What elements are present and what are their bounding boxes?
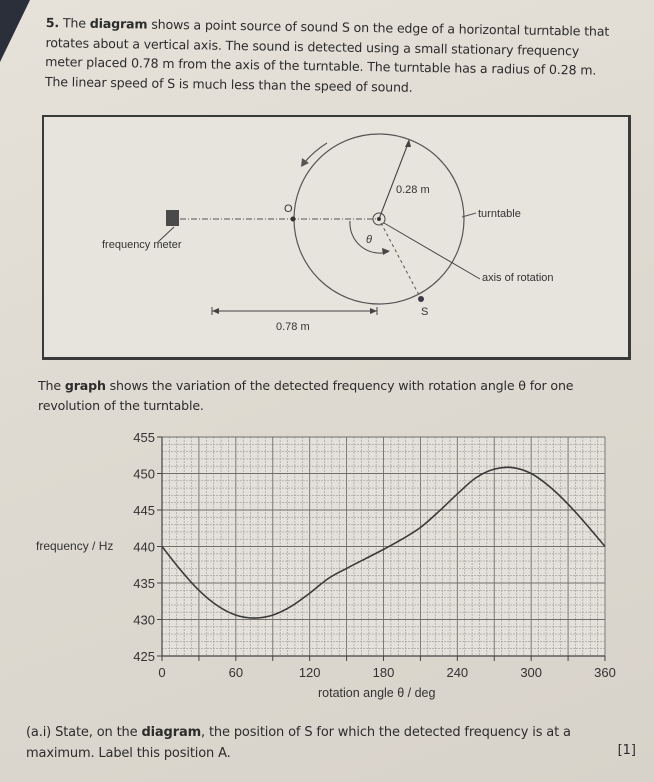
frequency-chart [0,420,654,720]
point-o-label: O [284,203,293,215]
graph-intro-text: shows the variation of the detected frequency with rotation angle θ for one revolution of the turntable. [38,378,574,413]
intro-text: The [62,15,90,31]
rotation-arrow-icon [304,143,327,163]
y-tick-label: 435 [133,576,155,591]
x-tick-label: 0 [158,665,166,680]
x-tick-label: 60 [228,665,244,680]
graph-intro [38,376,608,415]
y-axis-label: frequency / Hz [36,539,114,553]
intro-emphasis: diagram [89,15,148,32]
y-tick-label: 445 [133,503,155,518]
part-label: (a.i) [26,725,52,740]
turntable-diagram [42,115,631,360]
x-tick-label: 120 [298,665,321,680]
x-tick-label: 300 [520,665,543,680]
part-text: , the position of S for which the detected frequency is at a maximum. Label this position A. [26,725,571,761]
y-tick-label: 425 [133,649,155,664]
x-tick-label: 180 [372,665,395,680]
theta-label: θ [366,234,372,246]
y-tick-label: 440 [133,539,155,555]
source-s-label: S [421,306,429,318]
question-part-a-i [26,722,638,764]
intro-text: shows a point source of sound S on the edge of a horizontal turntable that rotates about a vertical axis. The sound is detected using a small stationary frequency meter placed 0.78 m from the axis of the turntable. The turntable has a radius of 0.28 m. The linear speed of S is much less than the speed of sound. [44,16,610,95]
graph-intro-text: The [38,378,65,393]
x-tick-label: 240 [446,665,469,680]
y-tick-label: 455 [133,430,155,445]
x-axis-label: rotation angle θ / deg [318,686,436,700]
diagram-svg [44,117,628,357]
frequency-meter-icon [166,210,179,226]
frequency-meter-label: frequency meter [102,239,182,251]
chart-grid [162,437,605,656]
photo-corner-shadow [0,0,30,62]
turntable-label: turntable [478,208,521,220]
part-emphasis: diagram [141,725,201,740]
source-s-icon [418,296,424,302]
y-tick-label: 430 [133,612,155,628]
point-o-icon [291,217,296,222]
distance-label: 0.78 m [276,321,310,333]
marks-label: [1] [617,743,636,758]
question-number: 5. [45,14,60,31]
graph-intro-emphasis: graph [64,378,106,393]
part-text: State, on the [51,725,142,740]
question-intro [45,13,616,100]
x-tick-label: 360 [594,665,616,680]
radius-label: 0.28 m [396,184,430,196]
axis-of-rotation-label: axis of rotation [482,272,554,284]
y-tick-label: 450 [133,466,155,482]
